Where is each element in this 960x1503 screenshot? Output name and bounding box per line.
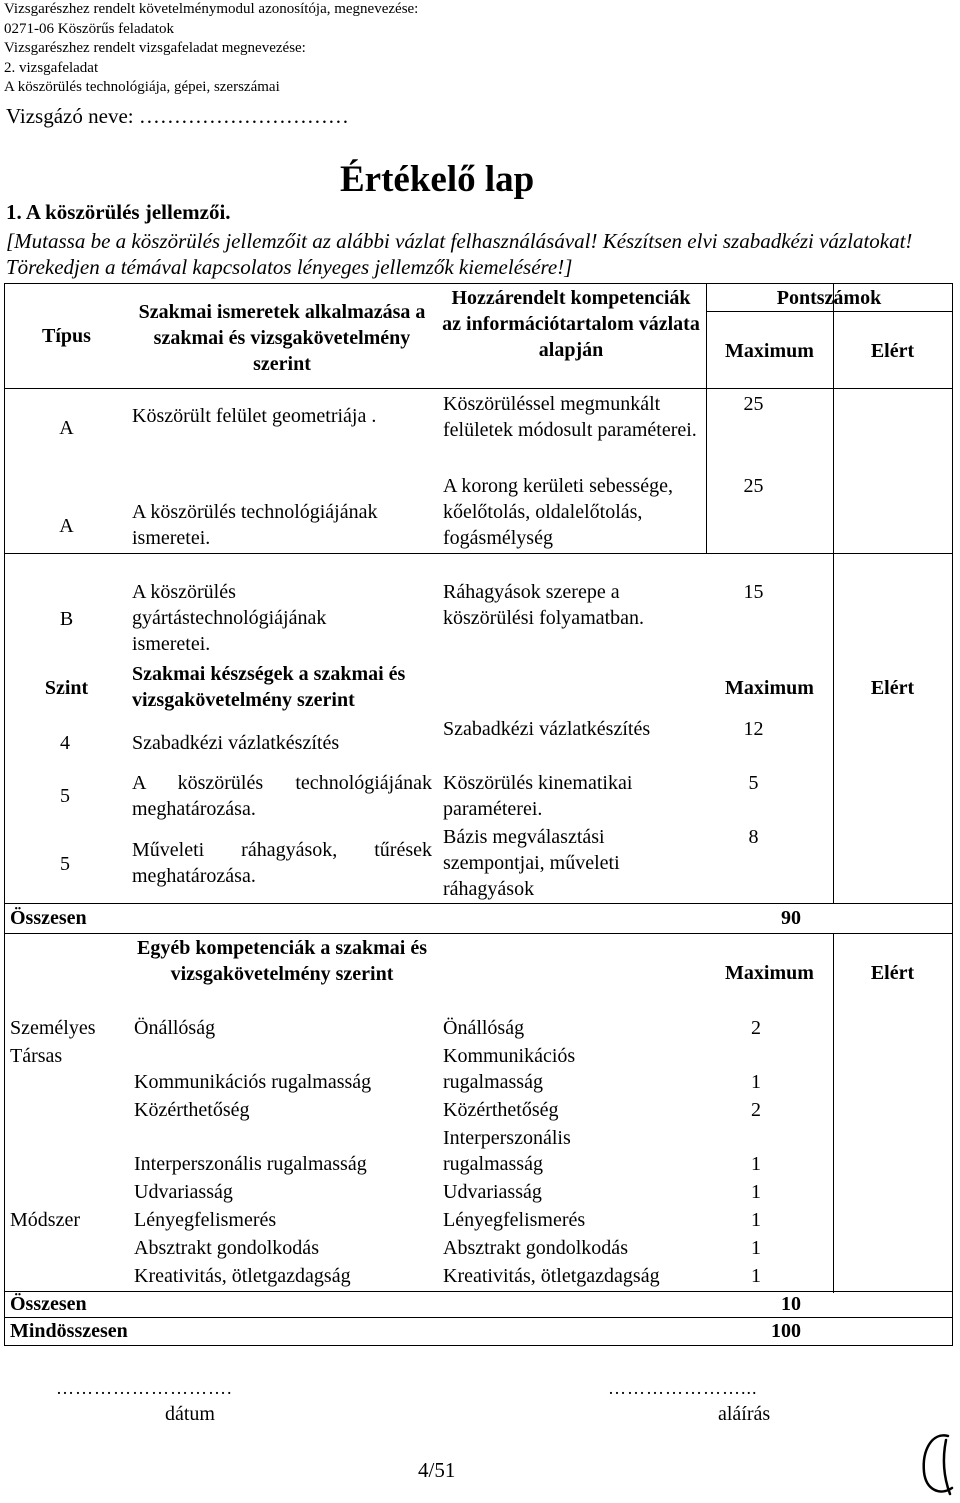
header-line-4: 2. vizsgafeladat — [4, 59, 99, 76]
other2-competence: Kommunikációs rugalmasság — [134, 1071, 372, 1093]
other8-max: 1 — [751, 1265, 761, 1287]
subtotal-1-label: Összesen — [10, 907, 87, 929]
skill1-content: Szabadkézi vázlatkészítés — [443, 718, 651, 740]
row2-max: 25 — [743, 475, 764, 497]
row3-content: Ráhagyások szerepe a köszörülési folyamatban. — [443, 581, 645, 629]
other2-max: 1 — [751, 1071, 761, 1093]
skill3-name: Műveleti ráhagyások, tűrések meghatározása. — [132, 839, 432, 887]
other8-content: Kreativitás, ötletgazdagság — [443, 1265, 660, 1287]
skill1-max: 12 — [743, 718, 764, 740]
subtotal-2-label: Összesen — [10, 1293, 87, 1315]
other-title: Egyéb kompetenciák a szakmai és vizsgakövetelmény szerint — [137, 937, 427, 985]
candidate-name-dots[interactable]: ………………………… — [138, 104, 349, 128]
other-maximum: Maximum — [725, 962, 814, 984]
row1-type: A — [59, 417, 74, 439]
grid-line — [4, 903, 952, 904]
row1-topic: Köszörült felület geometriája . — [132, 405, 377, 427]
other5-content: Udvariasság — [443, 1181, 542, 1203]
other5-max: 1 — [751, 1181, 761, 1203]
row1-max: 25 — [743, 393, 764, 415]
skills-level-header: Szint — [44, 677, 89, 699]
header-maximum: Maximum — [725, 340, 814, 362]
skill3-max: 8 — [748, 826, 759, 848]
header-line-1: Vizsgarészhez rendelt követelménymodul azonosítója, megnevezése: — [4, 1, 419, 17]
grid-line — [4, 388, 952, 389]
other4-max: 1 — [751, 1153, 761, 1175]
grid-line — [833, 553, 834, 903]
other4-content: Interperszonális rugalmasság — [443, 1127, 571, 1175]
header-competences: Hozzárendelt kompetenciák az információtartalom vázlata alapján — [442, 287, 700, 361]
other-achieved: Elért — [870, 962, 915, 984]
row2-type: A — [59, 515, 74, 537]
candidate-label: Vizsgázó neve: — [6, 104, 134, 128]
signature-mark-icon — [918, 1430, 958, 1500]
skill3-level: 5 — [60, 853, 70, 875]
task-instruction: [Mutassa be a köszörülés jellemzőit az alábbi vázlat felhasználásával! Készítsen elvi szabadkézi vázlatokat! Törekedjen a témával kapcsolatos lényeges jellemzők kiemelésére!] — [6, 229, 913, 279]
skills-title: Szakmai készségek a szakmai és vizsgakövetelmény szerint — [132, 663, 406, 711]
header-knowledge: Szakmai ismeretek alkalmazása a szakmai és vizsgakövetelmény szerint — [138, 301, 426, 375]
candidate-name-line — [6, 104, 349, 129]
grid-line — [706, 311, 952, 312]
skill2-level: 5 — [60, 785, 70, 807]
header-line-5: A köszörülés technológiája, gépei, szerszámai — [4, 79, 280, 95]
grand-total-label: Mindösszesen — [10, 1320, 128, 1342]
row1-content: Köszörüléssel megmunkált felületek módosult paraméterei. — [443, 393, 697, 441]
row2-topic: A köszörülés technológiájának ismeretei. — [132, 501, 378, 549]
subtotal-1-value: 90 — [781, 907, 801, 929]
other3-max: 2 — [751, 1099, 761, 1121]
header-type: Típus — [42, 325, 91, 347]
skill1-level: 4 — [60, 732, 70, 754]
signature-dots[interactable]: …………………... — [608, 1378, 758, 1398]
header-line-2: 0271-06 Köszörűs feladatok — [4, 20, 174, 37]
grid-line — [4, 933, 952, 934]
other3-content: Közérthetőség — [443, 1099, 559, 1121]
other6-category: Módszer — [10, 1209, 80, 1231]
header-scores: Pontszámok — [776, 287, 882, 309]
row2-content: A korong kerületi sebessége, kőelőtolás, oldalelőtolás, fogásmélység — [443, 475, 673, 549]
other1-max: 2 — [751, 1017, 761, 1039]
other2-category: Társas — [10, 1045, 63, 1067]
row3-type: B — [59, 608, 74, 630]
signature-label: aláírás — [718, 1403, 771, 1425]
other7-competence: Absztrakt gondolkodás — [134, 1237, 319, 1259]
skill2-max: 5 — [748, 772, 759, 794]
other5-competence: Udvariasság — [134, 1181, 233, 1203]
skill3-content: Bázis megválasztási szempontjai, műveleti ráhagyások — [443, 826, 620, 900]
row3-topic: A köszörülés gyártástechnológiájának ismeretei. — [132, 581, 327, 655]
date-label: dátum — [165, 1403, 215, 1425]
other4-competence: Interperszonális rugalmasság — [134, 1153, 367, 1175]
grid-line — [833, 933, 834, 1293]
other2-content: Kommunikációs rugalmasság — [443, 1045, 576, 1093]
header-line-3: Vizsgarészhez rendelt vizsgafeladat megnevezése: — [4, 40, 306, 56]
other1-category: Személyes — [10, 1017, 96, 1039]
module-header — [4, 0, 418, 98]
grid-line — [4, 553, 952, 554]
page-title: Értékelő lap — [340, 159, 535, 200]
page-number: 4/51 — [418, 1458, 456, 1482]
other7-max: 1 — [751, 1237, 761, 1259]
other7-content: Absztrakt gondolkodás — [443, 1237, 628, 1259]
header-achieved: Elért — [870, 340, 915, 362]
task-heading: 1. A köszörülés jellemzői. — [6, 200, 231, 224]
date-dots[interactable]: ………………………. — [56, 1378, 233, 1398]
evaluation-table — [4, 283, 953, 1346]
skills-achieved: Elért — [870, 677, 915, 699]
other8-competence: Kreativitás, ötletgazdagság — [134, 1265, 351, 1287]
skill1-name: Szabadkézi vázlatkészítés — [132, 732, 340, 754]
skills-maximum: Maximum — [725, 677, 814, 699]
other6-max: 1 — [751, 1209, 761, 1231]
grand-total-value: 100 — [771, 1320, 801, 1342]
other3-competence: Közérthetőség — [134, 1099, 250, 1121]
skill2-name: A köszörülés technológiájának meghatározása. — [132, 772, 432, 820]
grid-line — [833, 388, 834, 553]
other6-content: Lényegfelismerés — [443, 1209, 586, 1231]
row3-max: 15 — [743, 581, 764, 603]
subtotal-2-value: 10 — [781, 1293, 801, 1315]
other6-competence: Lényegfelismerés — [134, 1209, 277, 1231]
skill2-content: Köszörülés kinematikai paraméterei. — [443, 772, 633, 820]
other1-competence: Önállóság — [134, 1017, 216, 1039]
other1-content: Önállóság — [443, 1017, 525, 1039]
